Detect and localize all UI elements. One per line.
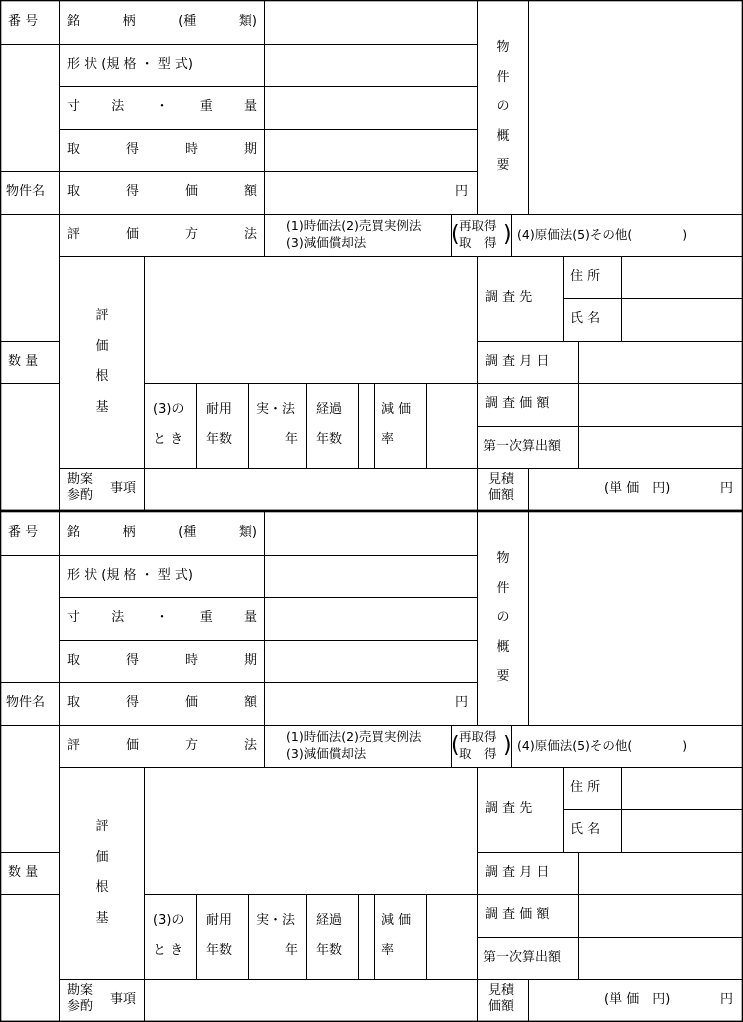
label-text: 数 量 bbox=[8, 865, 39, 880]
label-char: 価 bbox=[95, 338, 109, 354]
label-text: 価額 bbox=[488, 488, 515, 503]
label-text: 取 得 bbox=[459, 746, 497, 761]
tanka-label bbox=[604, 992, 670, 1008]
label-text: 形 状 (規 格 ・ 型 式) bbox=[67, 57, 193, 72]
hyoka-konkyo-input[interactable] bbox=[145, 768, 477, 894]
mitsumori-line1 bbox=[488, 472, 514, 488]
meigara-input[interactable] bbox=[265, 512, 477, 555]
label-char: 方 bbox=[184, 738, 198, 753]
jusho-input[interactable] bbox=[622, 768, 742, 809]
saishutoku-line1 bbox=[459, 218, 497, 234]
label-text: 取 得 bbox=[459, 235, 497, 250]
label-char: 根 bbox=[95, 880, 109, 896]
label-char: 概 bbox=[496, 128, 510, 144]
col-keika-line1 bbox=[316, 913, 342, 929]
col-taiyo-line1 bbox=[206, 913, 232, 929]
label-char: 法 bbox=[111, 99, 125, 114]
label-char: 根 bbox=[95, 369, 109, 385]
col-3no-line2 bbox=[153, 943, 183, 959]
label-text: 円 bbox=[455, 184, 469, 199]
jusho-label bbox=[570, 269, 600, 285]
label-text: 実・法 bbox=[256, 913, 296, 928]
shutoku-kagaku-input[interactable] bbox=[265, 683, 451, 725]
label-char: 重 bbox=[199, 610, 213, 625]
label-text: (1)時価法(2)売買実例法 bbox=[286, 218, 422, 233]
label-text: 率 bbox=[381, 943, 395, 958]
label-char: ・ bbox=[155, 610, 169, 625]
shimei-label bbox=[570, 822, 600, 838]
label-char: 柄 bbox=[122, 14, 136, 29]
kansan-line1 bbox=[67, 472, 93, 488]
label-char: 取 bbox=[67, 653, 81, 668]
method-line1 bbox=[286, 729, 421, 745]
bango-label bbox=[8, 14, 52, 30]
label-text: 年 bbox=[285, 432, 299, 447]
daiichiji-input[interactable] bbox=[579, 938, 742, 979]
chosa-kagaku-label bbox=[485, 396, 549, 412]
label-text: 経過 bbox=[316, 402, 343, 417]
label-text: 見積 bbox=[488, 983, 515, 998]
shutoku-jiki-label bbox=[67, 653, 257, 669]
label-text: 事項 bbox=[110, 992, 137, 1007]
label-text: と き bbox=[153, 432, 184, 447]
bango-label bbox=[8, 525, 52, 541]
shutoku-jiki-input[interactable] bbox=[265, 641, 477, 682]
label-text: 経過 bbox=[316, 913, 343, 928]
mitsumori-line2 bbox=[488, 999, 514, 1015]
label-text: 率 bbox=[381, 432, 395, 447]
label-char: 価 bbox=[125, 738, 139, 753]
chosa-tsukihi-input[interactable] bbox=[579, 853, 742, 894]
label-char: 得 bbox=[125, 695, 139, 710]
kansan-input[interactable] bbox=[145, 980, 477, 1021]
col-jitsu-line1 bbox=[256, 913, 295, 929]
saishutoku-line1 bbox=[459, 729, 497, 745]
label-char: 量 bbox=[243, 99, 257, 114]
col-taiyo-line1 bbox=[206, 402, 232, 418]
label-text: 実・法 bbox=[256, 402, 296, 417]
label-char: 物 bbox=[496, 551, 510, 566]
label-text: 円 bbox=[720, 481, 734, 496]
label-char: 寸 bbox=[67, 99, 81, 114]
label-text: 調 査 先 bbox=[485, 801, 533, 816]
label-char: 要 bbox=[496, 669, 510, 684]
label-text: (1)時価法(2)売買実例法 bbox=[286, 729, 422, 744]
label-text: 調 査 価 額 bbox=[485, 907, 550, 922]
saishutoku-line2 bbox=[459, 746, 497, 762]
label-char: 得 bbox=[125, 184, 139, 199]
label-char: 法 bbox=[243, 738, 257, 753]
daiichiji-label bbox=[483, 439, 561, 455]
label-text: 調 査 月 日 bbox=[485, 354, 550, 369]
method-line2 bbox=[286, 235, 366, 251]
col-genka-line1 bbox=[381, 913, 411, 929]
label-text: 物件名 bbox=[6, 695, 46, 710]
label-char: 物 bbox=[496, 40, 510, 55]
hyoka-konkyo-label bbox=[90, 819, 114, 927]
col-taiyo-line2 bbox=[206, 432, 232, 448]
label-text: 第一次算出額 bbox=[483, 950, 562, 965]
shimei-input[interactable] bbox=[622, 299, 742, 341]
chosa-kagaku-label bbox=[485, 907, 549, 923]
yen-unit bbox=[455, 695, 468, 711]
label-char: 方 bbox=[184, 227, 198, 242]
valuation-form-2 bbox=[0, 511, 743, 1022]
label-text: 円 bbox=[720, 992, 734, 1007]
label-text: 住 所 bbox=[570, 780, 601, 795]
label-text: 勘案 bbox=[67, 983, 94, 998]
label-char: 期 bbox=[243, 653, 257, 668]
meigara-label bbox=[67, 14, 257, 30]
label-text: 見積 bbox=[488, 472, 515, 487]
label-char: 基 bbox=[95, 910, 109, 926]
label-text: (単 価 円) bbox=[604, 481, 671, 496]
label-text: 円 bbox=[455, 695, 469, 710]
label-text: (3)減価償却法 bbox=[286, 235, 367, 250]
label-text: 耐用 bbox=[206, 402, 233, 417]
method-line1 bbox=[286, 218, 421, 234]
shimei-label bbox=[570, 311, 600, 327]
saishutoku-line2 bbox=[459, 235, 497, 251]
label-char: 期 bbox=[243, 142, 257, 157]
label-text: 再取得 bbox=[459, 729, 497, 744]
label-char: 銘 bbox=[67, 14, 81, 29]
bracket-open: ( bbox=[451, 222, 460, 247]
label-char: の bbox=[496, 610, 510, 625]
col-jitsu-line1 bbox=[256, 402, 295, 418]
suryo-label bbox=[8, 354, 38, 370]
col-genka-line1 bbox=[381, 402, 411, 418]
shutoku-kagaku-label bbox=[67, 695, 257, 711]
label-char: 基 bbox=[95, 399, 109, 415]
chosa-tsukihi-label bbox=[485, 865, 549, 881]
label-char: 評 bbox=[67, 738, 81, 753]
label-char: 寸 bbox=[67, 610, 81, 625]
label-char: 価 bbox=[125, 227, 139, 242]
method-line2 bbox=[286, 746, 366, 762]
label-char: 得 bbox=[125, 142, 139, 157]
label-text: 耐用 bbox=[206, 913, 233, 928]
label-text: (3)の bbox=[153, 913, 185, 928]
label-char: 評 bbox=[67, 227, 81, 242]
label-char: 取 bbox=[67, 695, 81, 710]
label-text: と き bbox=[153, 943, 184, 958]
label-text: 年 bbox=[285, 943, 299, 958]
label-text: 参酌 bbox=[67, 488, 94, 503]
label-text: 減 価 bbox=[381, 913, 412, 928]
label-char: 額 bbox=[243, 184, 257, 199]
label-char: 重 bbox=[199, 99, 213, 114]
col-keika-line2 bbox=[316, 432, 342, 448]
label-char: (種 bbox=[178, 14, 197, 29]
label-char: 類) bbox=[238, 525, 257, 540]
label-char: 時 bbox=[184, 653, 198, 668]
bukken-gaiyo-input[interactable] bbox=[529, 512, 742, 725]
bukkenmei-label bbox=[6, 695, 45, 711]
sunpo-input[interactable] bbox=[265, 598, 477, 640]
tanka-label bbox=[604, 481, 670, 497]
keijo-input[interactable] bbox=[265, 45, 477, 86]
chosasaki-label bbox=[485, 801, 532, 817]
chosa-tsukihi-label bbox=[485, 354, 549, 370]
chosa-kagaku-input[interactable] bbox=[579, 384, 742, 426]
meigara-input[interactable] bbox=[265, 1, 477, 44]
mitsumori-line2 bbox=[488, 488, 514, 504]
label-char: 価 bbox=[184, 695, 198, 710]
label-text: 調 査 先 bbox=[485, 290, 533, 305]
label-text: 物件名 bbox=[6, 184, 46, 199]
label-text: 価額 bbox=[488, 999, 515, 1014]
keijo-label bbox=[67, 568, 193, 584]
label-char: 柄 bbox=[122, 525, 136, 540]
bukkenmei-label bbox=[6, 184, 45, 200]
bracket-close: ) bbox=[503, 222, 512, 247]
shutoku-kagaku-input[interactable] bbox=[265, 172, 451, 214]
sunpo-label bbox=[67, 610, 257, 626]
col-3no-line2 bbox=[153, 432, 183, 448]
label-text: 番 号 bbox=[8, 14, 39, 29]
col-3no-line1 bbox=[153, 402, 184, 418]
label-char: 法 bbox=[243, 227, 257, 242]
col-genka-line2 bbox=[381, 432, 394, 448]
col-keika-line1 bbox=[316, 402, 342, 418]
sunpo-label bbox=[67, 99, 257, 115]
bracket-open: ( bbox=[451, 733, 460, 758]
shutoku-jiki-input[interactable] bbox=[265, 130, 477, 171]
label-text: (4)原価法(5)その他( ) bbox=[517, 227, 688, 242]
label-text: 氏 名 bbox=[570, 311, 601, 326]
label-char: 要 bbox=[496, 158, 510, 173]
bukken-gaiyo-label bbox=[490, 551, 516, 685]
method-line3 bbox=[517, 227, 687, 243]
hyoka-hoho-label bbox=[67, 738, 257, 754]
chosasaki-label bbox=[485, 290, 532, 306]
shimei-input[interactable] bbox=[622, 810, 742, 852]
label-text: 年数 bbox=[316, 432, 343, 447]
label-char: 得 bbox=[125, 653, 139, 668]
kansan-line1 bbox=[67, 983, 93, 999]
shutoku-jiki-label bbox=[67, 142, 257, 158]
label-text: 年数 bbox=[206, 943, 233, 958]
label-text: 形 状 (規 格 ・ 型 式) bbox=[67, 568, 193, 583]
label-char: 概 bbox=[496, 639, 510, 655]
label-char: 件 bbox=[496, 580, 510, 596]
label-text: 参酌 bbox=[67, 999, 94, 1014]
label-text: 調 査 月 日 bbox=[485, 865, 550, 880]
label-char: の bbox=[496, 99, 510, 114]
daiichiji-input[interactable] bbox=[579, 427, 742, 468]
hyoka-konkyo-input[interactable] bbox=[145, 257, 477, 383]
label-text: 数 量 bbox=[8, 354, 39, 369]
bukken-gaiyo-label bbox=[490, 40, 516, 174]
sunpo-input[interactable] bbox=[265, 87, 477, 129]
label-char: 評 bbox=[95, 819, 109, 834]
label-text: 勘案 bbox=[67, 472, 94, 487]
label-char: 取 bbox=[67, 142, 81, 157]
label-text: (単 価 円) bbox=[604, 992, 671, 1007]
label-char: (種 bbox=[178, 525, 197, 540]
yen-unit bbox=[455, 184, 468, 200]
label-char: 法 bbox=[111, 610, 125, 625]
label-char: 価 bbox=[95, 849, 109, 865]
col-keika-line2 bbox=[316, 943, 342, 959]
label-text: 年数 bbox=[206, 432, 233, 447]
kansan-line2 bbox=[67, 488, 93, 504]
kansan-line2 bbox=[67, 999, 93, 1015]
label-text: 再取得 bbox=[459, 218, 497, 233]
label-text: 番 号 bbox=[8, 525, 39, 540]
chosa-kagaku-input[interactable] bbox=[579, 895, 742, 937]
label-text: 第一次算出額 bbox=[483, 439, 562, 454]
label-char: 評 bbox=[95, 308, 109, 323]
label-text: 事項 bbox=[110, 481, 137, 496]
label-text: (3)の bbox=[153, 402, 185, 417]
jusho-input[interactable] bbox=[622, 257, 742, 298]
yen-unit-2 bbox=[720, 481, 733, 497]
label-text: 住 所 bbox=[570, 269, 601, 284]
keijo-input[interactable] bbox=[265, 556, 477, 597]
label-text: (4)原価法(5)その他( ) bbox=[517, 738, 688, 753]
label-char: 額 bbox=[243, 695, 257, 710]
col-jitsu-line2 bbox=[285, 943, 298, 959]
label-text: (3)減価償却法 bbox=[286, 746, 367, 761]
jiko-label bbox=[110, 992, 136, 1008]
jusho-label bbox=[570, 780, 600, 796]
hyoka-konkyo-label bbox=[90, 308, 114, 416]
keijo-label bbox=[67, 57, 193, 73]
kansan-input[interactable] bbox=[145, 469, 477, 510]
label-text: 調 査 価 額 bbox=[485, 396, 550, 411]
label-char: 取 bbox=[67, 184, 81, 199]
label-text: 氏 名 bbox=[570, 822, 601, 837]
col-jitsu-line2 bbox=[285, 432, 298, 448]
hyoka-hoho-label bbox=[67, 227, 257, 243]
label-char: ・ bbox=[155, 99, 169, 114]
label-text: 減 価 bbox=[381, 402, 412, 417]
mitsumori-line1 bbox=[488, 983, 514, 999]
jiko-label bbox=[110, 481, 136, 497]
label-char: 銘 bbox=[67, 525, 81, 540]
bracket-close: ) bbox=[503, 733, 512, 758]
chosa-tsukihi-input[interactable] bbox=[579, 342, 742, 383]
col-3no-line1 bbox=[153, 913, 184, 929]
bukken-gaiyo-input[interactable] bbox=[529, 1, 742, 214]
label-text: 年数 bbox=[316, 943, 343, 958]
label-char: 件 bbox=[496, 69, 510, 85]
daiichiji-label bbox=[483, 950, 561, 966]
col-taiyo-line2 bbox=[206, 943, 232, 959]
col-genka-line2 bbox=[381, 943, 394, 959]
label-char: 価 bbox=[184, 184, 198, 199]
method-line3 bbox=[517, 738, 687, 754]
label-char: 時 bbox=[184, 142, 198, 157]
shutoku-kagaku-label bbox=[67, 184, 257, 200]
meigara-label bbox=[67, 525, 257, 541]
suryo-label bbox=[8, 865, 38, 881]
yen-unit-2 bbox=[720, 992, 733, 1008]
label-char: 量 bbox=[243, 610, 257, 625]
label-char: 類) bbox=[238, 14, 257, 29]
